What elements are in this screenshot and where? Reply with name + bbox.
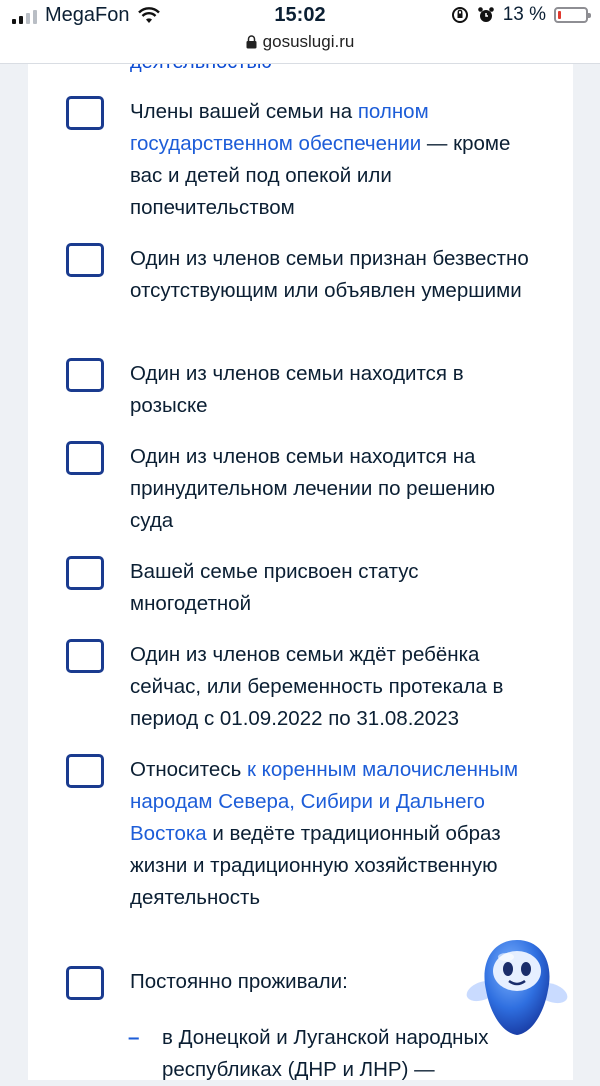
label-text: Члены вашей семьи на bbox=[130, 100, 358, 123]
option-indigenous[interactable] bbox=[66, 754, 536, 914]
checkbox[interactable] bbox=[66, 639, 104, 673]
battery-percent: 13 % bbox=[502, 4, 546, 25]
option-label bbox=[130, 96, 536, 224]
lock-icon bbox=[246, 35, 257, 49]
option-large-family[interactable] bbox=[66, 556, 536, 620]
option-compulsory-treatment[interactable] bbox=[66, 441, 536, 537]
label-text: и ведёте традиционный образ жизни и традиционную хозяйственную деятельность bbox=[130, 822, 501, 909]
checkbox[interactable] bbox=[66, 754, 104, 788]
option-state-support[interactable] bbox=[66, 96, 536, 224]
alarm-icon bbox=[477, 6, 495, 24]
indigenous-peoples-link[interactable]: к коренным малочисленным народам Севера, Сибири и Дальнего Востока bbox=[130, 758, 519, 845]
carrier-name: MegaFon bbox=[45, 4, 130, 26]
label-text: Относитесь bbox=[130, 758, 247, 781]
status-bar bbox=[0, 0, 600, 64]
robot-assistant-icon[interactable] bbox=[462, 935, 572, 1045]
option-label bbox=[130, 754, 536, 914]
status-icons bbox=[451, 4, 588, 26]
option-missing-deceased[interactable] bbox=[66, 243, 536, 307]
checkbox[interactable] bbox=[66, 96, 104, 130]
battery-level bbox=[558, 11, 561, 19]
option-pregnancy[interactable] bbox=[66, 639, 536, 735]
option-label: Один из членов семьи находится на принудительном лечении по решению суда bbox=[130, 445, 495, 532]
url-text: gosuslugi.ru bbox=[262, 32, 355, 51]
checkbox[interactable] bbox=[66, 556, 104, 590]
address-bar[interactable] bbox=[0, 32, 600, 52]
clock-time: 15:02 bbox=[274, 4, 326, 26]
checkbox[interactable] bbox=[66, 358, 104, 392]
label-text: — кроме вас и детей под опекой или попечительством bbox=[130, 132, 511, 219]
battery-icon bbox=[554, 7, 588, 23]
checkbox[interactable] bbox=[66, 441, 104, 475]
option-label: Один из членов семьи признан безвестно отсутствующим или объявлен умершими bbox=[130, 247, 529, 302]
option-label: Постоянно проживали: bbox=[130, 970, 348, 993]
option-label: Вашей семье присвоен статус многодетной bbox=[130, 560, 419, 615]
option-label: Один из членов семьи ждёт ребёнка сейчас, или беременность протекала в период с 01.09.2022 по 31.08.2023 bbox=[130, 643, 504, 730]
dash-marker: – bbox=[128, 1026, 140, 1049]
sub-item-text: в Донецкой и Луганской народных республиках (ДНР и ЛНР) — bbox=[162, 1026, 489, 1081]
checkbox[interactable] bbox=[66, 966, 104, 1000]
options-card bbox=[28, 40, 573, 1080]
rotation-lock-icon bbox=[451, 6, 469, 24]
option-wanted[interactable] bbox=[66, 358, 536, 422]
state-support-link[interactable]: полном государственном обеспечении bbox=[130, 100, 429, 155]
option-label: Один из членов семьи находится в розыске bbox=[130, 362, 464, 417]
checkbox[interactable] bbox=[66, 243, 104, 277]
